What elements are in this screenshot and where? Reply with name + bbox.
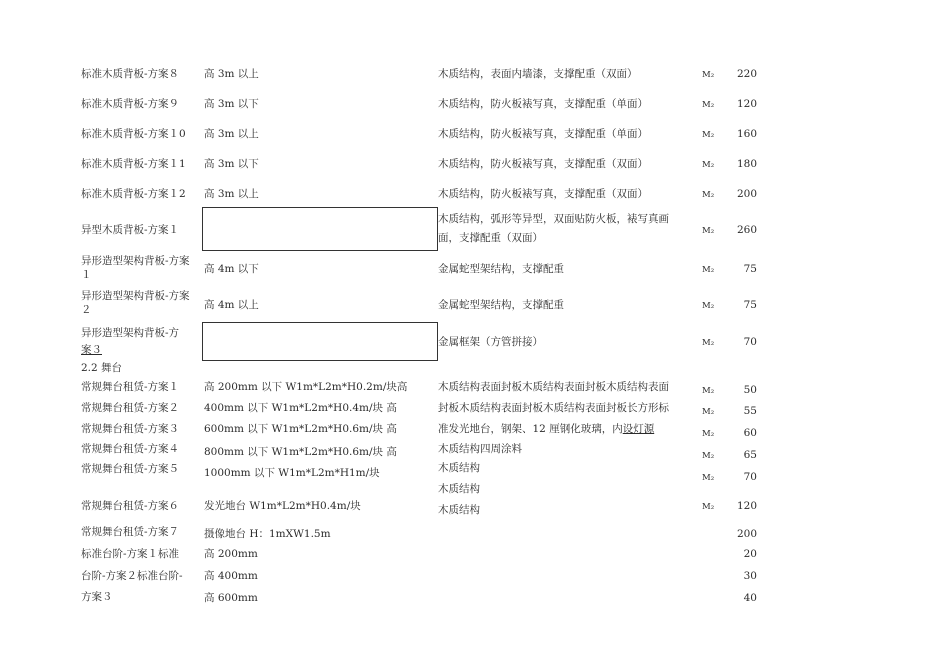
item-price: 220: [736, 68, 757, 80]
stage-unit: M₂: [702, 473, 715, 483]
item-name: 标准木质背板-方案１1: [81, 158, 186, 170]
step-spec: 高 200mm: [204, 548, 258, 560]
stage-desc-text: 准发光地台，钢架、12 厘钢化玻璃，内: [438, 423, 623, 435]
item-desc: 金属蛇型架结构，支撑配重: [438, 263, 564, 275]
item-spec: 高 3m 以下: [204, 98, 259, 110]
item-unit: M₂: [702, 70, 715, 80]
item-desc: 木质结构，防火板裱写真，支撑配重（双面）: [438, 158, 648, 170]
stage-desc-line: 木质结构四周涂料: [438, 443, 522, 455]
item-desc: 金属蛇型架结构，支撑配重: [438, 299, 564, 311]
item-price: 260: [736, 224, 757, 236]
item-name: 异形造型架构背板-方案２: [81, 290, 190, 316]
stage-price: 65: [743, 449, 757, 461]
item-price: 200: [736, 188, 757, 200]
step-name-line: 台阶-方案２标准台阶-: [81, 570, 183, 582]
stage-unit: M₂: [702, 451, 715, 461]
stage-price: 200: [736, 528, 757, 540]
item-name: 标准木质背板-方案８: [81, 68, 180, 80]
stage-name: 常规舞台租赁-方案７: [81, 526, 180, 538]
item-price: 75: [743, 263, 757, 275]
item-unit: M₂: [702, 100, 715, 110]
stage-price: 120: [736, 500, 757, 512]
step-spec: 高 600mm: [204, 592, 258, 604]
stage-spec: 600mm 以下 W1m*L2m*H0.6m/块 高: [204, 423, 397, 435]
empty-spec-box: [202, 322, 438, 361]
stage-unit: M₂: [702, 502, 715, 512]
stage-desc-line: 木质结构: [438, 483, 480, 495]
stage-name: 常规舞台租赁-方案４: [81, 443, 180, 455]
item-unit: M₂: [702, 338, 715, 348]
item-desc: 木质结构，防火板裱写真，支撑配重（双面）: [438, 188, 648, 200]
item-desc: 木质结构，防火板裱写真，支撑配重（单面）: [438, 128, 648, 140]
stage-unit: M₂: [702, 407, 715, 417]
stage-price: 70: [743, 471, 757, 483]
item-spec: 高 4m 以下: [204, 263, 259, 275]
section-heading: 2.2 舞台: [81, 362, 123, 374]
empty-spec-box: [202, 207, 438, 251]
stage-spec: 发光地台 W1m*L2m*H0.4m/块: [204, 500, 361, 512]
step-name-line: 方案３: [81, 591, 113, 603]
step-price: 20: [743, 548, 757, 560]
stage-desc-line: 木质结构: [438, 504, 480, 516]
item-desc-line2: 面，支撑配重（双面）: [438, 232, 543, 244]
item-unit: M₂: [702, 226, 715, 236]
stage-spec: 1000mm 以下 W1m*L2m*H1m/块: [204, 467, 380, 479]
item-unit: M₂: [702, 130, 715, 140]
item-price: 75: [743, 299, 757, 311]
item-unit: M₂: [702, 301, 715, 311]
item-unit: M₂: [702, 190, 715, 200]
stage-spec: 400mm 以下 W1m*L2m*H0.4m/块 高: [204, 402, 397, 414]
item-name: 标准木质背板-方案１2: [81, 188, 186, 200]
stage-desc-line: 木质结构: [438, 462, 480, 474]
step-price: 40: [743, 592, 757, 604]
item-spec: 高 4m 以上: [204, 299, 259, 311]
item-desc: 金属框架（方管拼接）: [438, 336, 543, 348]
item-name: 标准木质背板-方案１0: [81, 128, 186, 140]
item-spec: 高 3m 以上: [204, 188, 259, 200]
item-desc: 木质结构，防火板裱写真，支撑配重（单面）: [438, 98, 648, 110]
stage-unit: M₂: [702, 386, 715, 396]
step-name-line: 标准台阶-方案１标准: [81, 548, 180, 560]
stage-desc-line: 封板木质结构表面封板木质结构表面封板长方形标: [438, 402, 669, 414]
item-price: 70: [743, 336, 757, 348]
stage-unit: M₂: [702, 429, 715, 439]
stage-name: 常规舞台租赁-方案３: [81, 423, 180, 435]
stage-spec: 800mm 以下 W1m*L2m*H0.6m/块 高: [204, 446, 397, 458]
stage-name: 常规舞台租赁-方案１: [81, 381, 180, 393]
item-spec: 高 3m 以下: [204, 158, 259, 170]
item-name: 异形造型架构背板-方案１: [81, 255, 190, 281]
stage-desc-line: 木质结构表面封板木质结构表面封板木质结构表面: [438, 381, 669, 393]
stage-spec: 高 200mm 以下 W1m*L2m*H0.2m/块高: [204, 381, 408, 393]
stage-desc-line: [438, 422, 654, 436]
item-name-line1: 异形造型架构背板-方: [81, 327, 180, 339]
step-spec: 高 400mm: [204, 570, 258, 582]
step-price: 30: [743, 570, 757, 582]
item-name-line2: 案３: [81, 344, 102, 356]
stage-price: 60: [743, 427, 757, 439]
stage-price: 50: [743, 384, 757, 396]
item-name: 标准木质背板-方案９: [81, 98, 180, 110]
item-name: 异型木质背板-方案１: [81, 224, 180, 236]
item-desc-line1: 木质结构，弧形等异型，双面贴防火板，裱写真画: [438, 213, 669, 225]
item-desc: 木质结构，表面内墙漆，支撑配重（双面）: [438, 68, 638, 80]
stage-name: 常规舞台租赁-方案２: [81, 402, 180, 414]
stage-name: 常规舞台租赁-方案５: [81, 463, 180, 475]
item-price: 120: [736, 98, 757, 110]
stage-desc-underlined: 设灯源: [622, 423, 655, 435]
stage-price: 55: [743, 405, 757, 417]
item-spec: 高 3m 以上: [204, 68, 259, 80]
stage-spec: 摄像地台 H：1mXW1.5m: [204, 528, 331, 540]
item-price: 180: [736, 158, 757, 170]
stage-name: 常规舞台租赁-方案６: [81, 500, 180, 512]
item-price: 160: [736, 128, 757, 140]
item-spec: 高 3m 以上: [204, 128, 259, 140]
item-unit: M₂: [702, 160, 715, 170]
item-unit: M₂: [702, 265, 715, 275]
